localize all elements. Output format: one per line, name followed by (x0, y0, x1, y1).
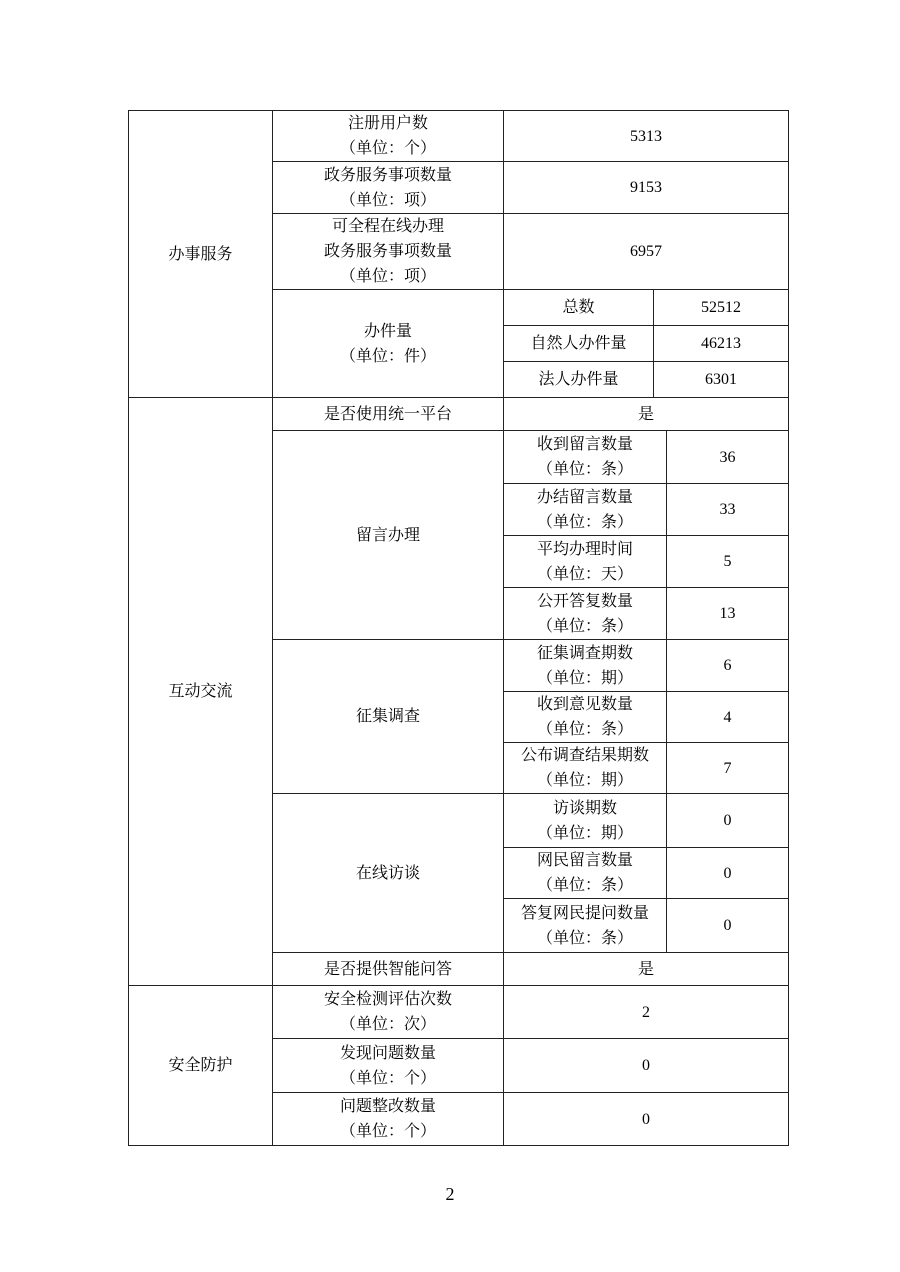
item-cell (273, 986, 504, 1039)
category-cell-service (129, 111, 273, 398)
unit-label: （单位：次） (339, 1016, 436, 1033)
item-label: 是否使用统一平台 (323, 405, 452, 423)
unit-label: （单位：天） (536, 565, 633, 583)
item-cell (273, 214, 504, 290)
sub-label-cell (504, 794, 667, 848)
sub-label: 收到留言数量 (536, 436, 633, 453)
item-label: 是否提供智能问答 (323, 960, 452, 978)
unit-label: （单位：个） (339, 1069, 436, 1087)
sub-label-cell (504, 362, 654, 398)
sub-label: 网民留言数量 (536, 852, 633, 869)
unit-label: （单位：个） (339, 140, 436, 157)
sub-label-cell (504, 692, 667, 743)
value-cell: 0 (667, 899, 789, 953)
sub-label-cell (504, 640, 667, 692)
category-cell-security (129, 986, 273, 1146)
value-cell: 5313 (504, 111, 789, 162)
sub-label: 访谈期数 (552, 799, 617, 817)
unit-label: （单位：条） (536, 617, 633, 635)
item-label: 政务服务事项数量 (323, 243, 452, 260)
value-cell: 0 (667, 848, 789, 899)
category-label: 办事服务 (168, 245, 233, 263)
item-label: 留言办理 (355, 526, 420, 544)
sub-label: 收到意见数量 (536, 696, 633, 713)
item-label: 征集调查 (355, 708, 420, 725)
unit-label: （单位：条） (536, 929, 633, 947)
sub-label-cell (504, 848, 667, 899)
unit-label: （单位：项） (339, 191, 436, 209)
item-label: 可全程在线办理 (331, 218, 444, 235)
value-cell: 0 (504, 1039, 789, 1093)
unit-label: （单位：期） (536, 824, 633, 842)
item-label: 办件量 (363, 322, 412, 340)
category-label: 互动交流 (168, 683, 233, 700)
item-label: 注册用户数 (347, 115, 428, 132)
category-cell-interaction (129, 398, 273, 986)
value-cell: 9153 (504, 162, 789, 214)
sub-label: 公开答复数量 (536, 592, 633, 610)
unit-label: （单位：期） (536, 772, 633, 789)
sub-label: 自然人办件量 (530, 335, 627, 352)
value-cell: 13 (667, 588, 789, 640)
sub-label: 总数 (562, 299, 595, 316)
sub-label: 征集调查期数 (536, 644, 633, 662)
sub-label-cell (504, 743, 667, 794)
page-number: 2 (445, 1184, 455, 1204)
sub-label-cell (504, 431, 667, 484)
value-cell: 是 (504, 398, 789, 431)
unit-label: （单位：个） (339, 1123, 436, 1140)
sub-label-cell (504, 899, 667, 953)
item-label: 在线访谈 (355, 864, 420, 882)
value-cell: 7 (667, 743, 789, 794)
item-label: 发现问题数量 (339, 1044, 436, 1062)
item-cell (273, 953, 504, 986)
value-cell: 52512 (654, 290, 789, 326)
value-cell: 6957 (504, 214, 789, 290)
sub-label: 平均办理时间 (536, 540, 633, 558)
category-label: 安全防护 (168, 1057, 233, 1074)
value-cell: 6301 (654, 362, 789, 398)
unit-label: （单位：条） (536, 461, 633, 478)
unit-label: （单位：期） (536, 669, 633, 687)
item-cell (273, 794, 504, 953)
value-cell: 33 (667, 484, 789, 536)
value-cell: 46213 (654, 326, 789, 362)
government-website-report-table (128, 110, 789, 1146)
value-cell: 6 (667, 640, 789, 692)
sub-label-cell (504, 536, 667, 588)
sub-label-cell (504, 588, 667, 640)
item-cell (273, 111, 504, 162)
item-cell (273, 398, 504, 431)
item-label: 安全检测评估次数 (323, 991, 452, 1008)
sub-label: 答复网民提问数量 (520, 904, 649, 922)
item-label: 问题整改数量 (339, 1098, 436, 1115)
item-label: 政务服务事项数量 (323, 166, 452, 184)
value-cell: 5 (667, 536, 789, 588)
item-cell (273, 162, 504, 214)
sub-label: 公布调查结果期数 (520, 747, 649, 764)
unit-label: （单位：件） (339, 347, 436, 365)
value-cell: 2 (504, 986, 789, 1039)
item-cell (273, 431, 504, 640)
item-cell (273, 1093, 504, 1146)
item-cell (273, 1039, 504, 1093)
unit-label: （单位：条） (536, 721, 633, 738)
value-cell: 0 (667, 794, 789, 848)
unit-label: （单位：条） (536, 513, 633, 531)
item-cell (273, 640, 504, 794)
value-cell: 是 (504, 953, 789, 986)
value-cell: 0 (504, 1093, 789, 1146)
sub-label-cell (504, 290, 654, 326)
sub-label: 法人办件量 (538, 371, 619, 388)
item-cell (273, 290, 504, 398)
unit-label: （单位：项） (339, 268, 436, 285)
unit-label: （单位：条） (536, 877, 633, 894)
value-cell: 36 (667, 431, 789, 484)
sub-label: 办结留言数量 (536, 488, 633, 506)
sub-label-cell (504, 484, 667, 536)
value-cell: 4 (667, 692, 789, 743)
sub-label-cell (504, 326, 654, 362)
